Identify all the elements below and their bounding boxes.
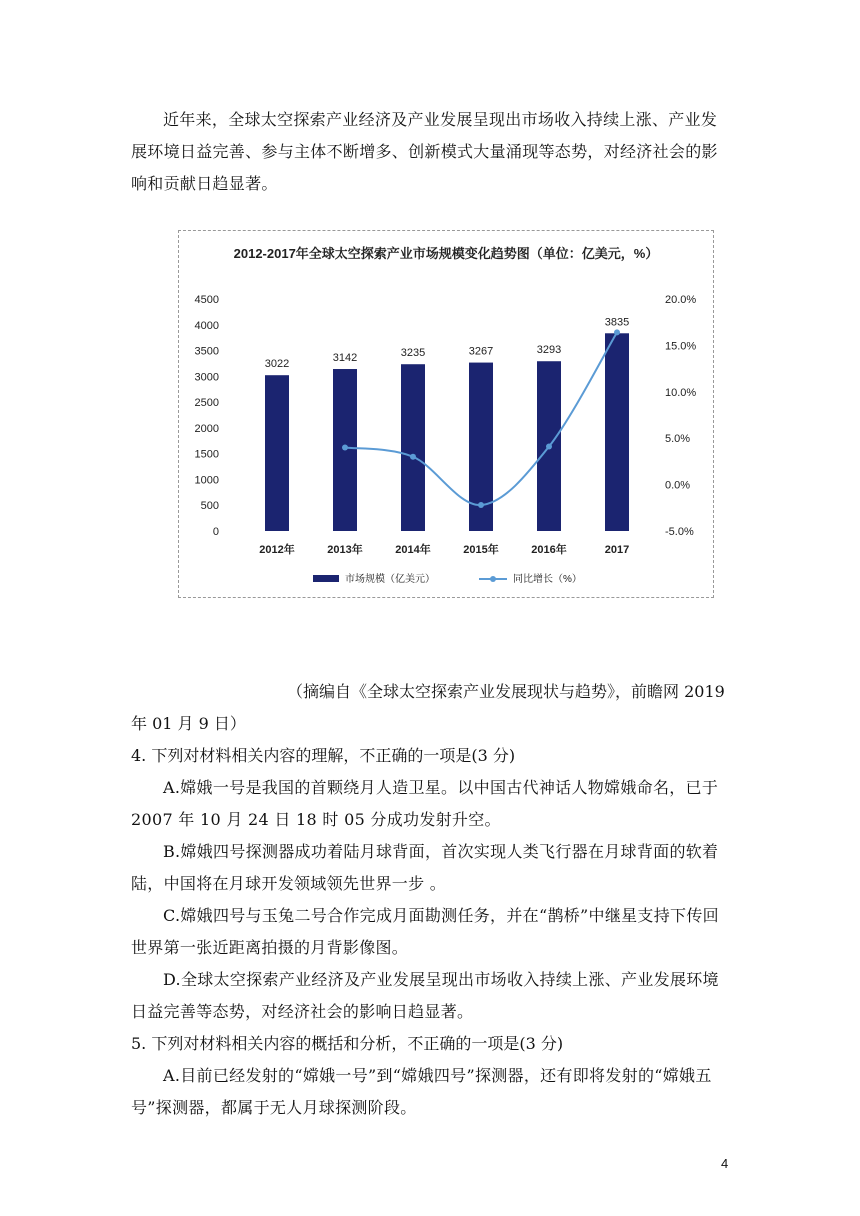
y-left-tick-label: 4000 — [194, 319, 219, 332]
question-4-stem: 4. 下列对材料相关内容的理解，不正确的一项是(3 分) — [131, 746, 516, 765]
x-tick-label: 2013年 — [327, 544, 363, 556]
question-4-option-c: C.嫦娥四号与玉兔二号合作完成月面勘测任务，并在“鹊桥”中继星支持下传回世界第一张近距离拍摄的月背影像图。 — [131, 906, 719, 957]
question-4-option-d: D.全球太空探索产业经济及产业发展呈现出市场收入持续上涨、产业发展环境日益完善等态势，对经济社会的影响日趋显著。 — [131, 970, 719, 1021]
growth-point — [614, 329, 620, 335]
y-right-tick-label: -5.0% — [665, 526, 694, 538]
chart-svg — [179, 231, 713, 597]
y-left-tick-label: 0 — [212, 526, 219, 538]
legend-line-marker — [490, 576, 496, 582]
y-left-tick-label: 500 — [200, 500, 219, 513]
y-left-tick-label: 4500 — [194, 294, 219, 306]
y-right-tick-label: 10.0% — [665, 386, 697, 399]
growth-point — [546, 444, 552, 450]
bar-value-label: 3835 — [604, 316, 630, 329]
bar — [401, 364, 425, 531]
y-right-tick-label: 0.0% — [665, 479, 691, 492]
page-number: 4 — [721, 1156, 729, 1171]
bar-value-label: 3293 — [536, 344, 562, 357]
y-right-tick-label: 5.0% — [665, 433, 691, 446]
x-tick-label: 2014年 — [395, 544, 431, 556]
x-tick-label: 2015年 — [463, 544, 499, 556]
growth-point — [342, 444, 348, 450]
x-tick-label: 2017 — [604, 544, 630, 556]
legend-line-label: 同比增长（%） — [513, 574, 582, 585]
x-tick-label: 2012年 — [259, 544, 295, 556]
question-5-option-a: A.目前已经发射的“嫦娥一号”到“嫦娥四号”探测器，还有即将发射的“嫦娥五号”探测器，都属于无人月球探测阶段。 — [131, 1066, 712, 1117]
y-left-tick-label: 3500 — [194, 345, 219, 358]
y-left-tick-label: 2500 — [194, 397, 219, 410]
y-left-tick-label: 3000 — [194, 371, 219, 384]
source-citation-line1: （摘编自《全球太空探索产业发展现状与趋势》，前瞻网 2019 — [287, 682, 725, 701]
legend-bar-swatch — [313, 575, 339, 582]
bar-value-label: 3142 — [332, 352, 358, 365]
y-left-tick-label: 1000 — [194, 474, 219, 487]
intro-paragraph: 近年来，全球太空探索产业经济及产业发展呈现出市场收入持续上涨、产业发展环境日益完善、参与主体不断增多、创新模式大量涌现等态势，对经济社会的影响和贡献日趋显著。 — [131, 110, 718, 193]
bar — [605, 333, 629, 531]
y-right-tick-label: 15.0% — [665, 340, 697, 353]
growth-point — [410, 454, 416, 460]
bar-value-label: 3235 — [400, 347, 426, 360]
legend-bar-label: 市场规模（亿美元） — [345, 574, 435, 585]
bar-value-label: 3267 — [468, 345, 494, 358]
source-citation-line2: 年 01 月 9 日） — [131, 714, 246, 733]
question-4-option-b: B.嫦娥四号探测器成功着陆月球背面，首次实现人类飞行器在月球背面的软着陆，中国将在月球开发领域领先世界一步 。 — [131, 842, 719, 893]
growth-point — [478, 502, 484, 508]
bar — [265, 375, 289, 531]
chart-title: 2012-2017年全球太空探索产业市场规模变化趋势图（单位：亿美元，%） — [233, 246, 659, 261]
y-right-tick-label: 20.0% — [665, 294, 697, 306]
bar-value-label: 3022 — [264, 358, 290, 371]
question-4-option-a: A.嫦娥一号是我国的首颗绕月人造卫星。以中国古代神话人物嫦娥命名，已于 2007 年 10 月 24 日 18 时 05 分成功发射升空。 — [131, 778, 719, 829]
market-size-chart — [178, 230, 714, 598]
y-left-tick-label: 1500 — [194, 448, 219, 461]
y-left-tick-label: 2000 — [194, 422, 219, 435]
question-5-stem: 5. 下列对材料相关内容的概括和分析，不正确的一项是(3 分) — [131, 1034, 564, 1053]
x-tick-label: 2016年 — [531, 544, 567, 556]
